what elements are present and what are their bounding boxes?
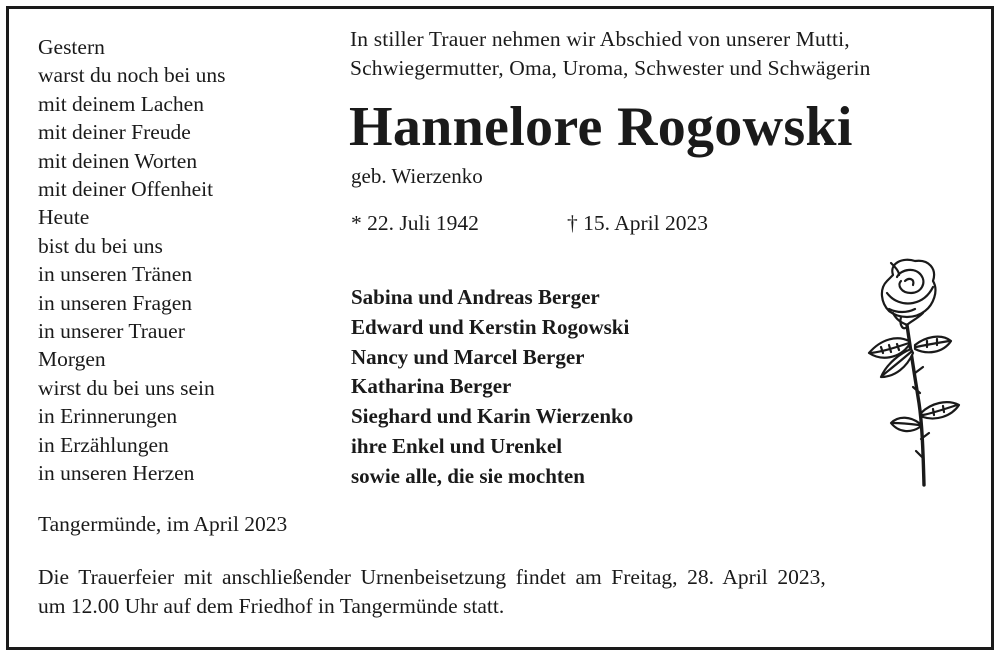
deceased-name: Hannelore Rogowski — [349, 96, 853, 158]
poem-line: Gestern — [38, 35, 105, 59]
death-date: † 15. April 2023 — [567, 211, 708, 235]
poem-line: in unseren Herzen — [38, 461, 195, 486]
mourner: Nancy und Marcel Berger — [351, 344, 585, 369]
mourner: ihre Enkel und Urenkel — [351, 433, 563, 458]
poem-line: mit deiner Offenheit — [38, 177, 214, 202]
mourner: Sieghard und Karin Wierzenko — [351, 404, 634, 429]
poem-line: in unserer Trauer — [38, 319, 185, 344]
intro-line: In stiller Trauer nehmen wir Abschied von unserer Mutti, — [350, 27, 850, 51]
poem-line: mit deiner Freude — [38, 120, 191, 145]
intro-text — [350, 25, 871, 83]
notice-line: Die Trauerfeier mit anschließender Urnenbeisetzung findet am Freitag, 28. April 2023, — [38, 565, 826, 589]
mourner: Sabina und Andreas Berger — [351, 285, 600, 309]
mourner: Katharina Berger — [351, 374, 512, 399]
birth-date: * 22. Juli 1942 — [351, 211, 479, 235]
poem-line: mit deinem Lachen — [38, 91, 204, 116]
place-and-date: Tangermünde, im April 2023 — [38, 512, 288, 536]
maiden-name: geb. Wierzenko — [351, 164, 483, 188]
poem-line: Morgen — [38, 347, 106, 372]
poem-line: in unseren Fragen — [38, 290, 193, 315]
poem-line: in Erzählungen — [38, 432, 169, 457]
mourner: sowie alle, die sie mochten — [351, 463, 585, 488]
obituary-notice — [6, 6, 994, 650]
poem-line: wirst du bei uns sein — [38, 375, 215, 400]
poem-line: in Erinnerungen — [38, 404, 178, 429]
intro-line: Schwiegermutter, Oma, Uroma, Schwester und Schwägerin — [350, 56, 871, 80]
mourners-list — [351, 283, 633, 492]
poem-line: mit deinen Worten — [38, 148, 198, 173]
poem — [38, 33, 226, 488]
poem-line: bist du bei uns — [38, 233, 163, 258]
poem-line: warst du noch bei uns — [38, 63, 226, 88]
rose-icon — [841, 253, 971, 493]
poem-line: in unseren Tränen — [38, 262, 193, 287]
poem-line: Heute — [38, 205, 90, 230]
notice-line: um 12.00 Uhr auf dem Friedhof in Tangermünde statt. — [38, 593, 505, 618]
funeral-notice — [38, 563, 968, 620]
mourner: Edward und Kerstin Rogowski — [351, 314, 630, 339]
